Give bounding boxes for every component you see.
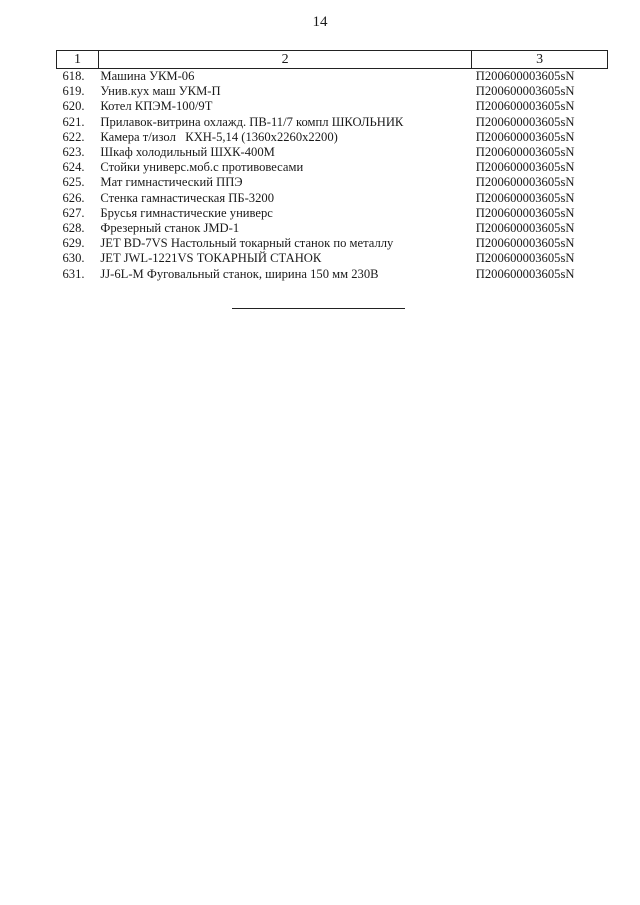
item-code: П200600003605sN (475, 251, 575, 266)
item-name: Фрезерный станок JMD-1 (100, 221, 240, 236)
item-code: П200600003605sN (475, 266, 575, 281)
inventory-table (56, 50, 608, 282)
table-row (57, 160, 608, 175)
table-row (57, 145, 608, 160)
table-row (57, 251, 608, 266)
item-name: JET BD-7VS Настольный токарный станок по металлу (100, 236, 394, 251)
item-code: П200600003605sN (475, 160, 575, 175)
item-name: Мат гимнастический ППЭ (100, 175, 243, 190)
item-code: П200600003605sN (475, 221, 575, 236)
row-number: 630. (62, 251, 85, 266)
row-number: 621. (62, 114, 85, 129)
row-number: 623. (62, 145, 85, 160)
item-code: П200600003605sN (475, 205, 575, 220)
item-name: Котел КПЭМ-100/9Т (100, 99, 213, 114)
row-number: 625. (62, 175, 85, 190)
table-row (57, 191, 608, 206)
table-row (57, 130, 608, 145)
table-row (57, 236, 608, 251)
item-name: Стойки универс.моб.с противовесами (100, 160, 304, 175)
item-code: П200600003605sN (475, 145, 575, 160)
row-number: 624. (62, 160, 85, 175)
row-number: 619. (62, 84, 85, 99)
row-number: 620. (62, 99, 85, 114)
item-code: П200600003605sN (475, 236, 575, 251)
column-header-2: 2 (98, 51, 471, 69)
row-number: 631. (62, 266, 85, 281)
item-name: Брусья гимнастические универс (100, 205, 273, 220)
item-name: Стенка гамнастическая ПБ-3200 (100, 190, 274, 205)
item-name: Машина УКМ-06 (100, 69, 195, 83)
table-row (57, 206, 608, 221)
item-name: Камера т/изол КХН-5,14 (1360х2260х2200) (100, 129, 338, 144)
row-number: 626. (62, 190, 85, 205)
item-name: Прилавок-витрина охлажд. ПВ-11/7 компл ШКОЛЬНИК (100, 114, 404, 129)
page-number: 14 (312, 14, 328, 30)
row-number: 628. (62, 221, 85, 236)
item-code: П200600003605sN (475, 84, 575, 99)
table-header-row (57, 51, 608, 69)
table-row (57, 99, 608, 114)
table-row (57, 84, 608, 99)
item-name: Унив.кух маш УКМ-П (100, 84, 221, 99)
item-name: Шкаф холодильный ШХК-400М (100, 145, 275, 160)
row-number: 627. (62, 205, 85, 220)
row-number: 629. (62, 236, 85, 251)
item-code: П200600003605sN (475, 175, 575, 190)
row-number: 622. (62, 129, 85, 144)
item-name: JET JWL-1221VS ТОКАРНЫЙ СТАНОК (100, 251, 322, 266)
table-row (57, 69, 608, 85)
item-code: П200600003605sN (475, 190, 575, 205)
item-code: П200600003605sN (475, 114, 575, 129)
item-code: П200600003605sN (475, 99, 575, 114)
table-row (57, 115, 608, 130)
item-name: JJ-6L-M Фуговальный станок, ширина 150 мм 230В (100, 266, 379, 281)
table-row (57, 175, 608, 190)
item-code: П200600003605sN (475, 129, 575, 144)
column-header-1: 1 (57, 51, 99, 69)
end-of-list-divider (232, 308, 405, 309)
row-number: 618. (62, 69, 85, 83)
item-code: П200600003605sN (475, 69, 575, 83)
table-row (57, 267, 608, 282)
table-row (57, 221, 608, 236)
column-header-3: 3 (472, 51, 608, 69)
